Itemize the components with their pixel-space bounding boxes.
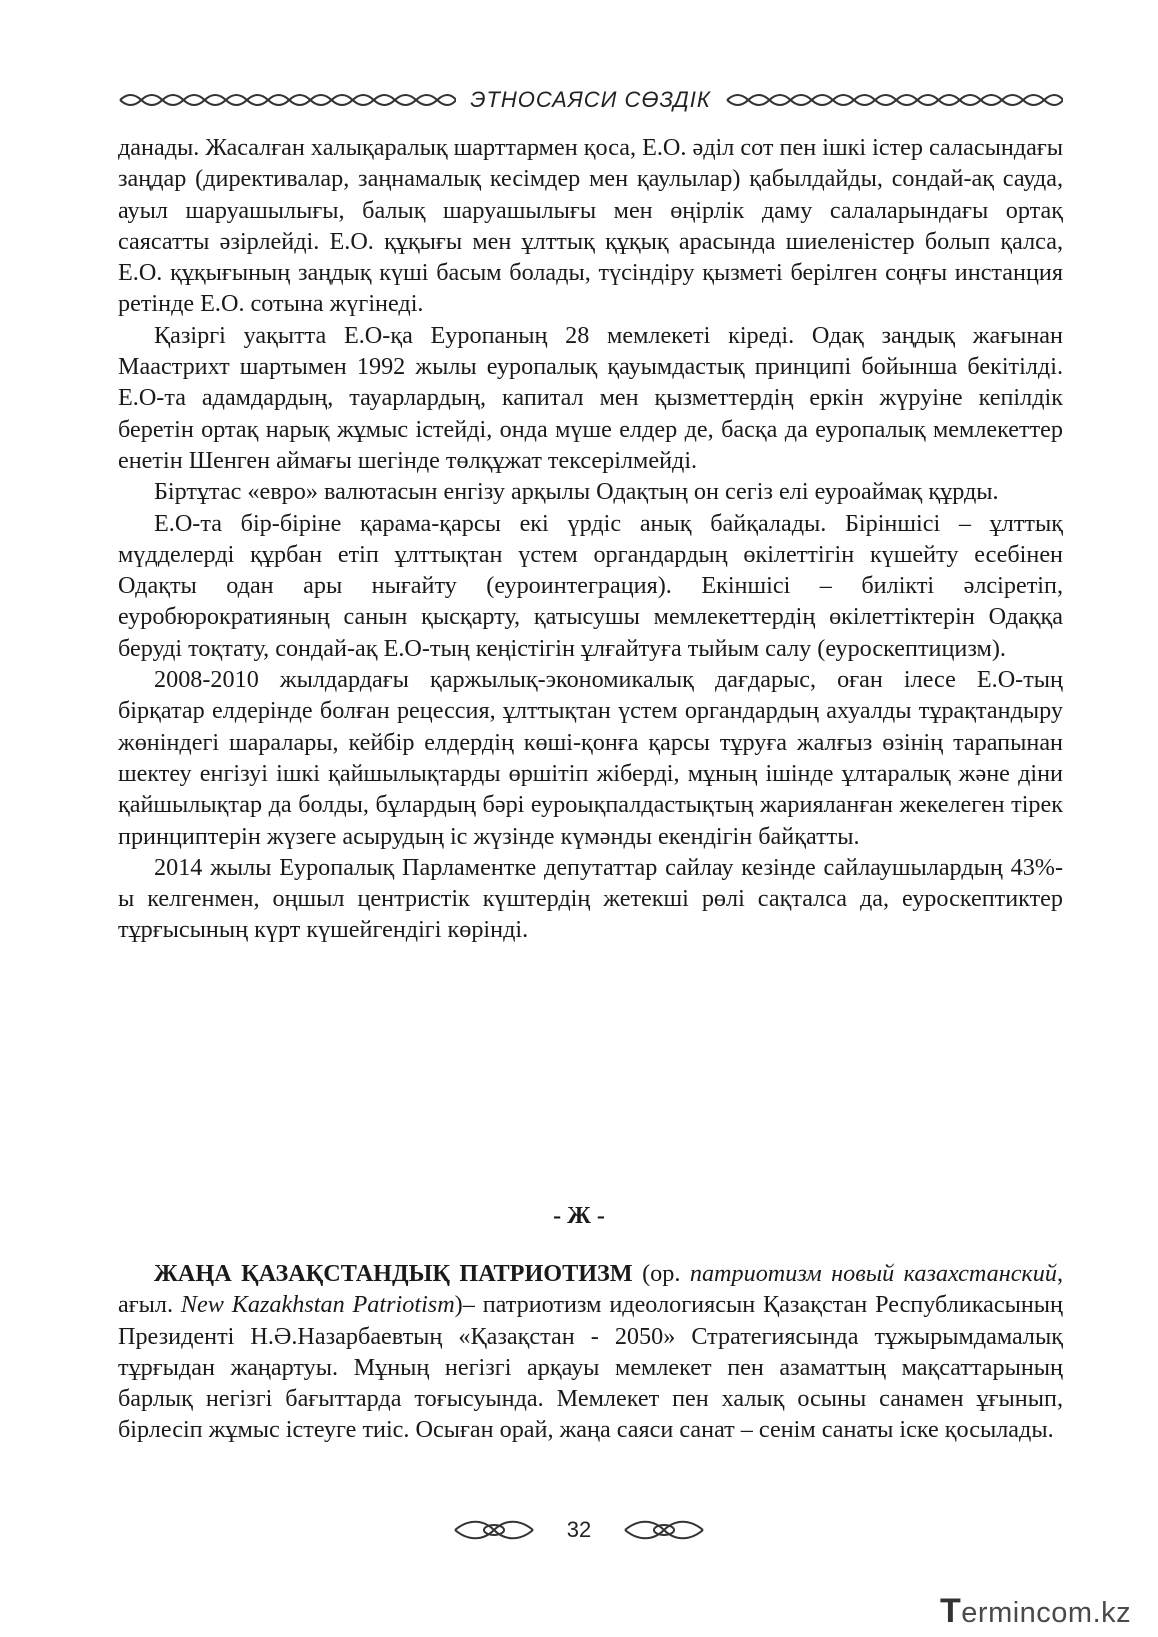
paragraph: данады. Жасалған халықаралық шарттармен қоса, Е.О. әділ сот пен ішкі істер саласындағы заңдар (директивалар, заңнамалық кесімдер мен қаулылар) қабылдайды, сондай-ақ сауда, ауыл шаруашылығы, балық шаруашылығы мен өңірлік даму салаларындағы ортақ саясатты әзірлейді. Е.О. құқығы мен ұлттық құқық арасында шиеленістер болып қалса, Е.О. құқығының заңдық күші басым болады, түсіндіру қызметі берілген соңғы инстанция ретінде Е.О. сотына жүгінеді. xyxy=(118,134,1063,318)
watermark-text: ermincom.kz xyxy=(961,1597,1132,1629)
paragraph: Е.О-та бір-біріне қарама-қарсы екі үрдіс анық байқалады. Біріншісі – ұлттық мүдделерді құрбан етіп ұлттықтан үстем органдардың өкілеттігін күшейту есебінен Одақты одан ары нығайту (еуроинтеграция). Екіншісі – билікті әлсіретіп, еуробюрократияның санын қысқарту, қатысушы мемлекеттердің өкілеттіктерін Одаққа беруді тоқтату, сондай-ақ Е.О-тың кеңістігін ұлғайтуға тыйым салу (еуроскептицизм). xyxy=(118,509,1063,662)
body-text xyxy=(118,132,1063,946)
paragraph: Қазіргі уақытта Е.О-қа Еуропаның 28 мемлекеті кіреді. Одақ заңдық жағынан Маастрихт шартымен 1992 жылы еуропалық қауымдастық принципі бойынша бекітілді. Е.О-та адамдардың, тауарлардың, капитал мен қызметтердің еркін жүруіне кепілдік беретін ортақ нарық жұмыс істейді, онда мүше елдер де, басқа да еуропалық мемлекеттер енетін Шенген аймағы шегінде төлқұжат тексерілмейді. xyxy=(118,321,1063,474)
entry-en-prefix: , ағыл. xyxy=(118,1260,1063,1319)
entry-en-term: New Kazakhstan Patriotism xyxy=(180,1291,455,1319)
paragraph: 2014 жылы Еуропалық Парламентке депутаттар сайлау кезінде сайлаушылардың 43%-ы келгенмен, оңшыл центристік күштердің жетекші рөлі сақталса да, еуроскептиктер тұрғысының күрт күшейгендігі көрінді. xyxy=(118,853,1063,944)
entry-paragraph xyxy=(118,1258,1063,1446)
paragraph: 2008-2010 жылдардағы қаржылық-экономикалық дағдарыс, оған ілесе Е.О-тың бірқатар елдерінде болған рецессия, ұлттықтан үстем органдардың ахуалды тұрақтандыру жөніндегі шаралары, кейбір елдердің көші-қонға қарсы тұруға жалғыз өзінің тарапынан шектеу енгізуі ішкі қайшылықтарды өршітіп жіберді, мұның ішінде ұлтаралық және діни қайшылықтар да болды, бұлардың бәрі еуроықпалдастықтың жарияланған жекелеген тірек принциптерін жүзеге асырудың іс жүзінде күмәнды екендігін байқатты. xyxy=(118,666,1063,850)
entry-ru-prefix: (ор. xyxy=(632,1260,690,1287)
ornament-left-icon xyxy=(118,90,456,110)
footer-ornament-right-icon xyxy=(623,1517,705,1543)
page-footer xyxy=(0,1510,1158,1550)
ornament-right-icon xyxy=(725,90,1063,110)
entry-ru-term: патриотизм новый казахстанский xyxy=(689,1260,1057,1287)
dictionary-entry xyxy=(118,1258,1063,1446)
entry-definition: )– патриотизм идеологиясын Қазақстан Республикасының Президенті Н.Ә.Назарбаевтың «Қазақстан - 2050» Стратегиясында тұжырымдамалық тұрғыдан жаңартуы. Мұның негізгі арқауы мемлекет пен азаматтың мақсаттарының барлық негізгі бағыттарда тоғысуында. Мемлекет пен халық осыны санамен ұғынып, бірлесіп жұмыс істеуге тиіс. Осыған орай, жаңа саяси санат – сенім санаты іске қосылады. xyxy=(118,1291,1063,1444)
watermark-letter: T xyxy=(940,1592,962,1630)
page-number: 32 xyxy=(566,1517,592,1542)
paragraph: Біртұтас «евро» валютасын енгізу арқылы Одақтың он сегіз елі еуроаймақ құрды. xyxy=(154,478,999,506)
watermark-logo xyxy=(940,1592,1150,1632)
footer-ornament-left-icon xyxy=(453,1517,535,1543)
running-header xyxy=(118,86,1063,114)
header-title: ЭТНОСАЯСИ СӨЗДІК xyxy=(470,87,711,112)
entry-term: ЖАҢА ҚАЗАҚСТАНДЫҚ ПАТРИОТИЗМ xyxy=(154,1260,633,1287)
section-letter-heading: - Ж - xyxy=(553,1203,605,1229)
